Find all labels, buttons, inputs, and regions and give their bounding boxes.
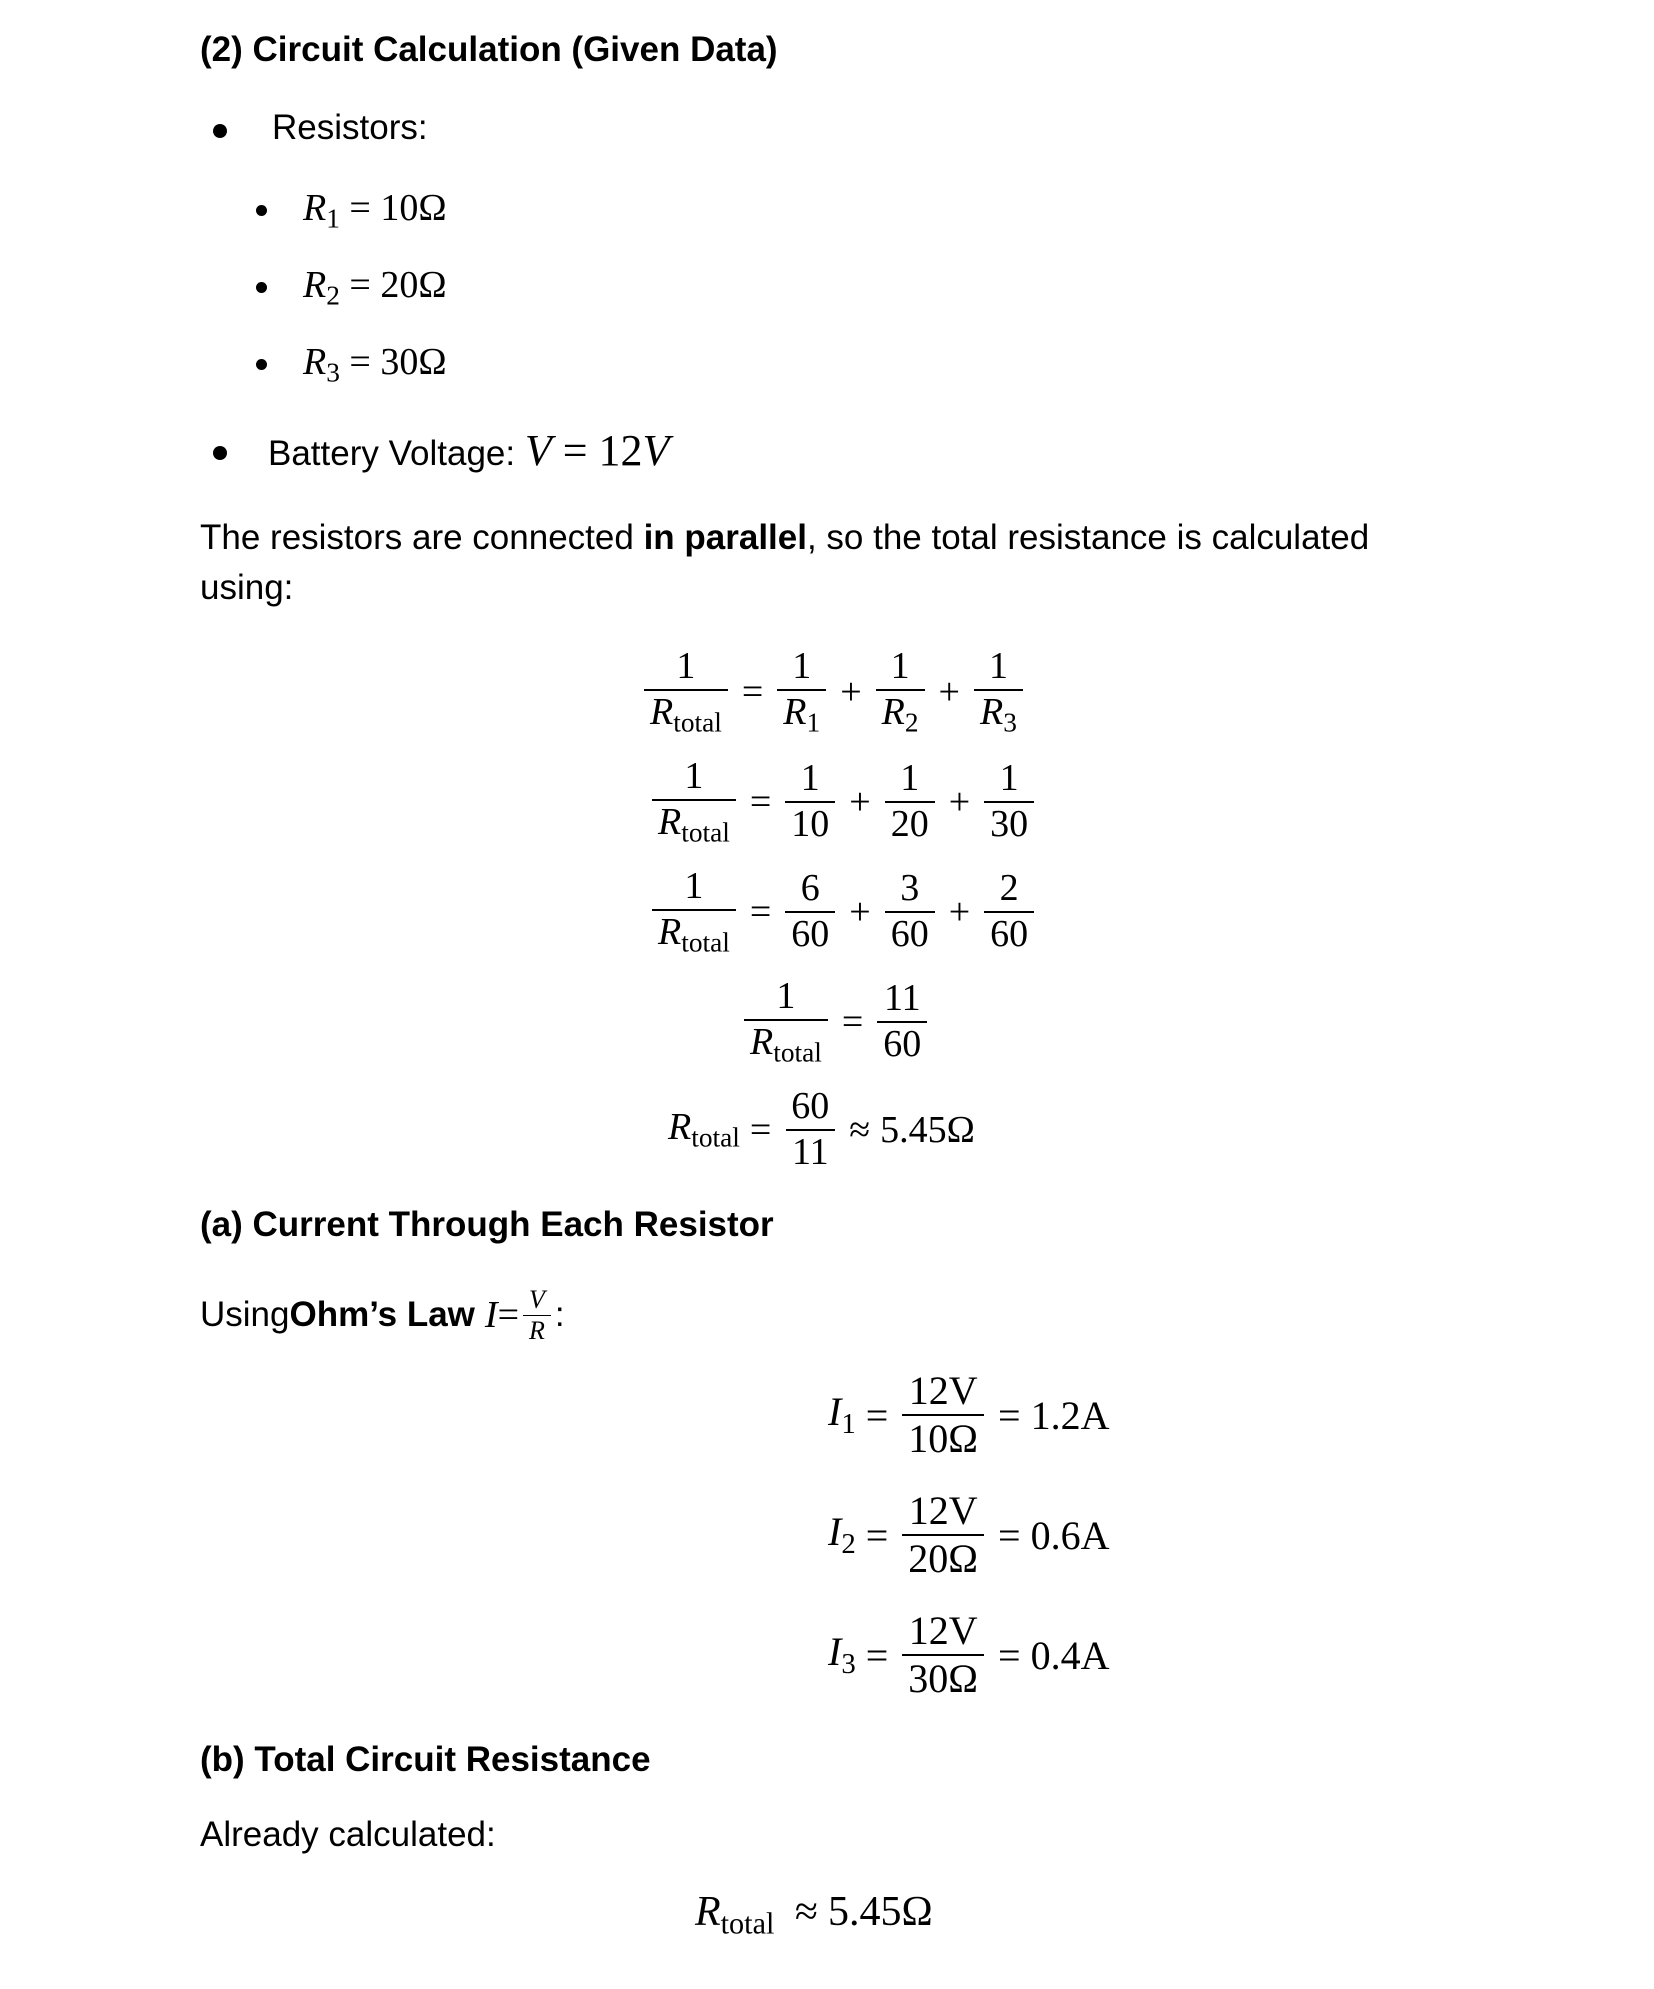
resistor-r3: $R_3 = 30\Omega$ <box>303 341 447 388</box>
section-2-heading: (2) Circuit Calculation (Given Data) <box>200 30 778 69</box>
section-a-heading: (a) Current Through Each Resistor <box>200 1205 774 1244</box>
current-i2: $I_2$ = $\frac{12V}{20\Omega}$ = 0.6A <box>828 1488 1110 1581</box>
bullet-r3 <box>256 359 267 370</box>
equation-row-4: $\frac{1}{R_{total}}$ = $\frac{11}{60}$ <box>740 975 931 1069</box>
bullet-r1 <box>256 205 267 216</box>
equation-row-5: $R_{total}$ = $\frac{60}{11}$ ≈ 5.45Ω <box>668 1085 975 1173</box>
equation-row-2: $\frac{1}{R_{total}}$ = $\frac{1}{10}$ + $\frac{1}{20}$ + $\frac{1}{30}$ <box>648 755 1038 849</box>
ohms-law-line: Using Ohm’s Law I = $\frac{V}{R}$ : <box>200 1285 565 1345</box>
parallel-paragraph-line2: using: <box>200 568 294 607</box>
already-calculated-text: Already calculated: <box>200 1815 496 1854</box>
current-i1: $I_1$ = $\frac{12V}{10\Omega}$ = 1.2A <box>828 1368 1110 1461</box>
equation-row-3: $\frac{1}{R_{total}}$ = $\frac{6}{60}$ + $\frac{3}{60}$ + $\frac{2}{60}$ <box>648 865 1038 959</box>
battery-voltage: Battery Voltage: V = 12V <box>268 426 670 475</box>
bullet-r2 <box>256 282 267 293</box>
section-b-heading: (b) Total Circuit Resistance <box>200 1740 651 1779</box>
bullet-resistors <box>213 124 227 138</box>
equation-row-1: $\frac{1}{R_{total}}$ = $\frac{1}{R_1}$ + $\frac{1}{R_2}$ + $\frac{1}{R_3}$ <box>640 645 1027 739</box>
resistor-r1: $R_1 = 10\Omega$ <box>303 187 447 234</box>
bullet-battery <box>213 446 227 460</box>
resistors-label: Resistors: <box>272 108 428 147</box>
current-i3: $I_3$ = $\frac{12V}{30\Omega}$ = 0.4A <box>828 1608 1110 1701</box>
resistor-r2: $R_2 = 20\Omega$ <box>303 264 447 311</box>
parallel-paragraph-line1: The resistors are connected in parallel, so the total resistance is calculated <box>200 518 1370 557</box>
final-total-resistance: $R_{total} \approx 5.45\Omega$ <box>695 1889 933 1941</box>
